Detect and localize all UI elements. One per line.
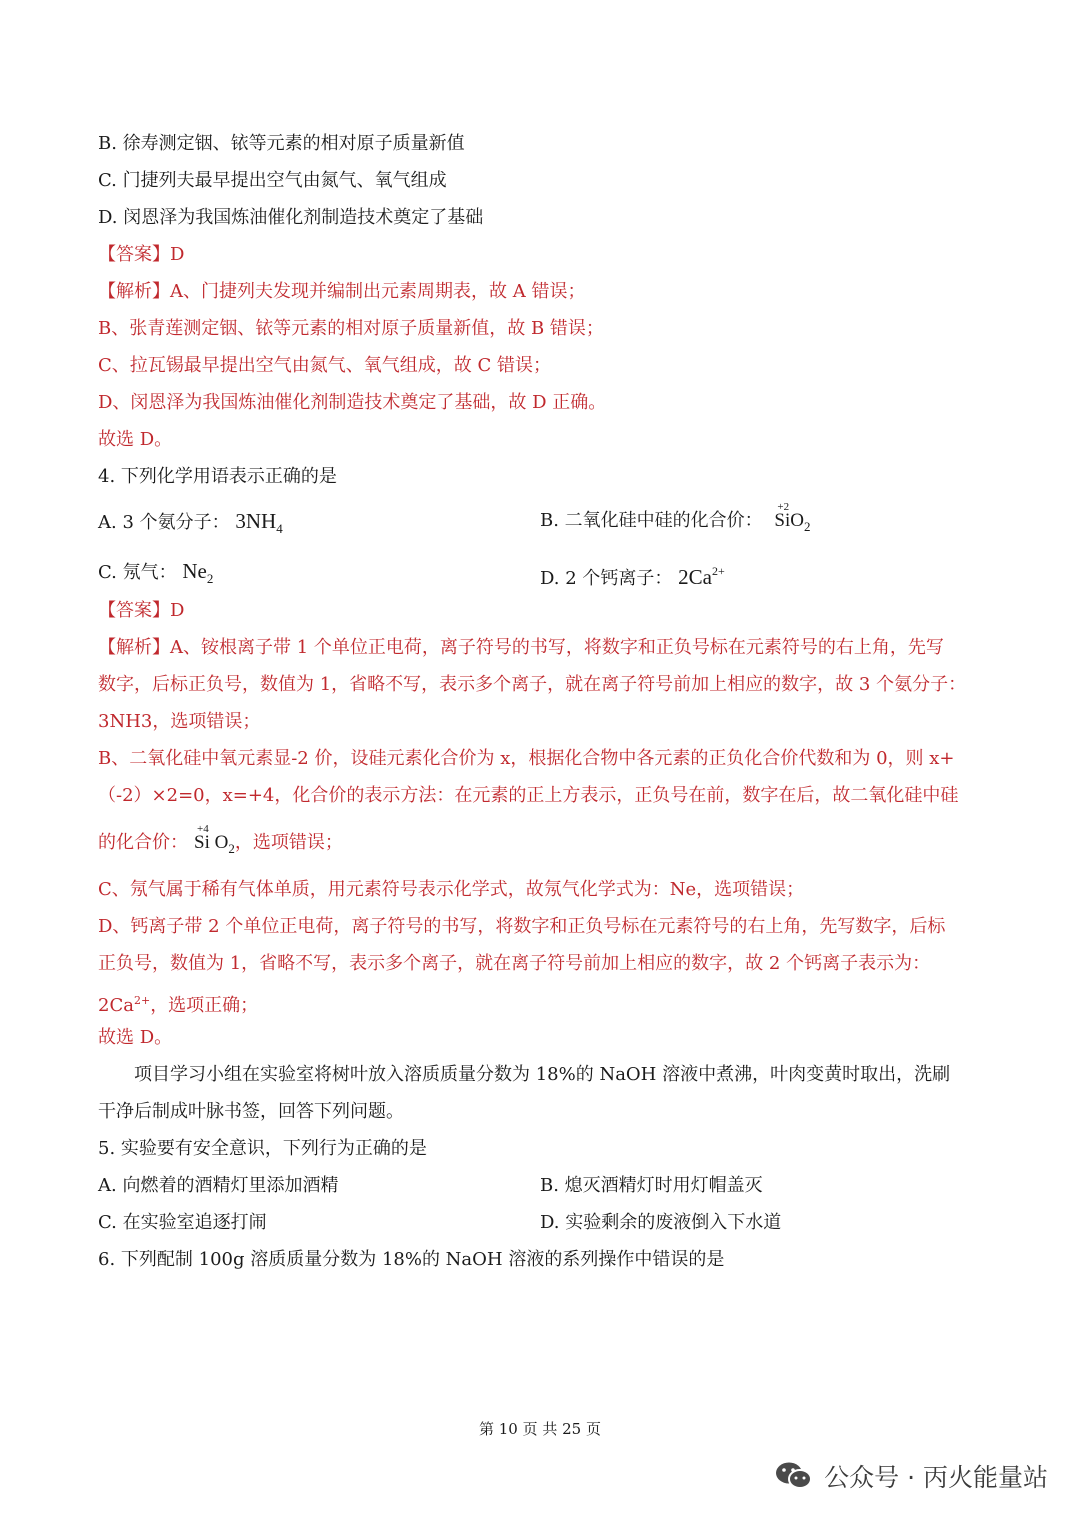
q4-option-d [540, 558, 725, 592]
q4-analysis-line: $2Ca^{2+}$，选项正确； [98, 994, 259, 1016]
q3-option-c: C. 门捷列夫最早提出空气由氮气、氧气组成 [98, 170, 447, 191]
q4-answer: 【答案】D [98, 600, 185, 621]
q3-conclusion: 故选 D。 [98, 429, 173, 450]
q4-analysis-line: D、钙离子带 2 个单位正电荷，离子符号的书写，将数字和正负号标在元素符号的右上角，先写数字，后标 [98, 916, 946, 937]
q5-stem: 5. 实验要有安全意识，下列行为正确的是 [98, 1138, 427, 1159]
intro-paragraph-line: 干净后制成叶脉书签，回答下列问题。 [98, 1101, 404, 1122]
q3-analysis-line: 【解析】A、门捷列夫发现并编制出元素周期表，故 A 错误； [98, 281, 586, 302]
q4-option-a [98, 508, 283, 542]
q4-option-b-formula: +2 SiO$_2$ [774, 501, 811, 534]
q4-option-c-label: C. 氖气： [98, 562, 177, 583]
q5-option-c: C. 在实验室追逐打闹 [98, 1212, 267, 1233]
q4-option-c-formula: $Ne_2$ [182, 559, 214, 586]
q4-analysis-line: B、二氧化硅中氧元素显-2 价，设硅元素化合价为 x，根据化合物中各元素的正负化合价代数和为 0，则 x+ [98, 748, 955, 769]
q3-analysis-line: B、张青莲测定铟、铱等元素的相对原子质量新值，故 B 错误； [98, 318, 604, 339]
watermark [774, 1458, 1048, 1494]
q4-option-d-formula: $2Ca^{2+}$ [678, 564, 725, 589]
q4-analysis-line: （-2）×2=0，x=+4，化合价的表示方法：在元素的正上方表示，正负号在前，数字在后，故二氧化硅中硅 [98, 785, 959, 806]
q4-option-a-formula: $3NH_4$ [235, 509, 283, 536]
q4-stem: 4. 下列化学用语表示正确的是 [98, 466, 337, 487]
q3-analysis-line: D、闵恩泽为我国炼油催化剂制造技术奠定了基础，故 D 正确。 [98, 392, 607, 413]
q3-answer: 【答案】D [98, 244, 185, 265]
sio2-valence-formula: +4 Si $O_2$ [194, 823, 235, 856]
q3-option-d: D. 闵恩泽为我国炼油催化剂制造技术奠定了基础 [98, 207, 484, 228]
q5-option-b: B. 熄灭酒精灯时用灯帽盖灭 [540, 1175, 763, 1196]
watermark-text: 公众号 · 丙火能量站 [824, 1463, 1048, 1492]
q6-stem: 6. 下列配制 100g 溶质质量分数为 18%的 NaOH 溶液的系列操作中错误的是 [98, 1249, 725, 1270]
q4-analysis-line: 正负号，数值为 1，省略不写，表示多个离子，就在离子符号前加上相应的数字，故 2 个钙离子表示为： [98, 953, 931, 974]
q4-option-a-label: A. 3 个氨分子： [98, 512, 230, 533]
q4-option-c [98, 558, 213, 592]
q4-analysis-line: 数字，后标正负号，数值为 1，省略不写，表示多个离子，就在离子符号前加上相应的数字，故 3 个氨分子： [98, 674, 967, 695]
q5-option-a: A. 向燃着的酒精灯里添加酒精 [98, 1175, 339, 1196]
q4-option-b-label: B. 二氧化硅中硅的化合价： [540, 510, 763, 531]
q4-analysis-line: 的化合价： +4 Si $O_2$，选项错误； [98, 830, 343, 862]
q3-analysis-line: C、拉瓦锡最早提出空气由氮气、氧气组成，故 C 错误； [98, 355, 551, 376]
wechat-icon [774, 1460, 814, 1492]
page-number: 第 10 页 共 25 页 [478, 1420, 601, 1438]
q4-conclusion: 故选 D。 [98, 1027, 173, 1048]
q4-analysis-line: 3NH3，选项错误； [98, 711, 261, 732]
q4-analysis-line: 【解析】A、铵根离子带 1 个单位正电荷，离子符号的书写，将数字和正负号标在元素符号的右上角，先写 [98, 637, 944, 658]
intro-paragraph-line: 项目学习小组在实验室将树叶放入溶质质量分数为 18%的 NaOH 溶液中煮沸，叶肉变黄时取出，洗刷 [134, 1064, 951, 1085]
q4-option-b [540, 501, 811, 540]
q4-analysis-line: C、氖气属于稀有气体单质，用元素符号表示化学式，故氖气化学式为：Ne，选项错误； [98, 879, 805, 900]
q3-option-b: B. 徐寿测定铟、铱等元素的相对原子质量新值 [98, 133, 465, 154]
q5-option-d: D. 实验剩余的废液倒入下水道 [540, 1212, 782, 1233]
q4-option-d-label: D. 2 个钙离子： [540, 568, 673, 589]
